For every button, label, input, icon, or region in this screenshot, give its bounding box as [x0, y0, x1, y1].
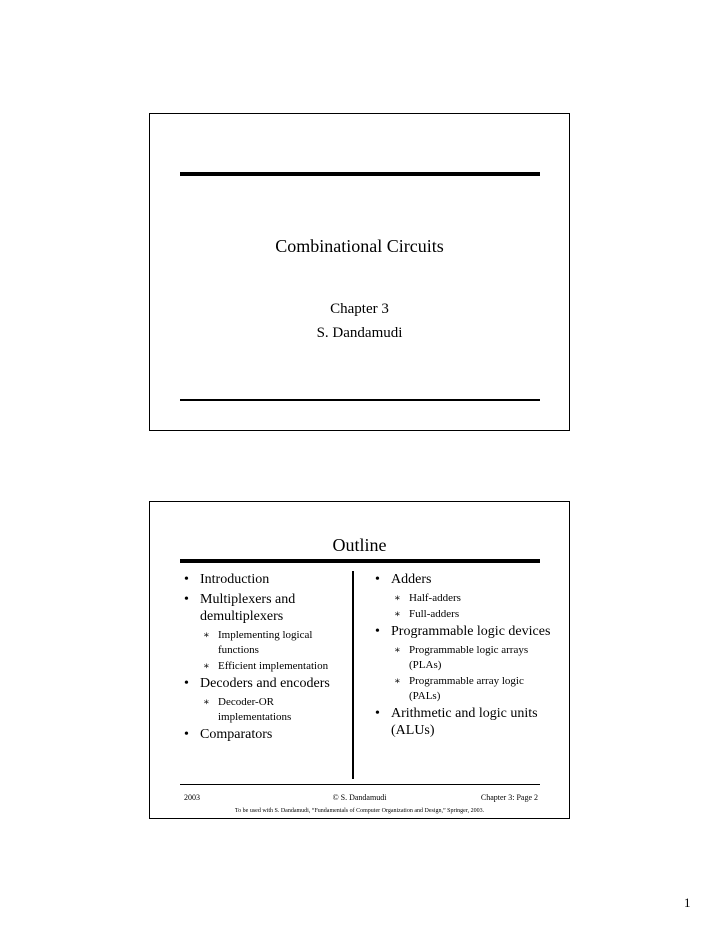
outline-subitem: ∗ Programmable array logic (PALs) [394, 675, 524, 702]
outline-item: • Decoders and encoders [184, 676, 330, 691]
sub-bullet-icon: ∗ [394, 645, 401, 656]
sub-bullet-icon: ∗ [394, 609, 401, 620]
bullet-icon: • [184, 676, 189, 691]
slide-2 [149, 501, 570, 819]
author-name: S. Dandamudi [316, 325, 403, 341]
sub-bullet-icon: ∗ [203, 630, 210, 641]
title-top-rule [180, 172, 540, 176]
title-bottom-rule [180, 399, 540, 401]
bullet-icon: • [375, 706, 380, 721]
outline-subitem: ∗ Half-adders [394, 592, 461, 604]
column-divider [352, 571, 354, 779]
sub-bullet-icon: ∗ [203, 697, 210, 708]
sub-bullet-icon: ∗ [394, 676, 401, 687]
outline-subitem: ∗ Programmable logic arrays (PLAs) [394, 644, 529, 671]
outline-left-column [174, 571, 350, 746]
chapter-label: Chapter 3 [330, 301, 389, 317]
footer-year: 2003 [184, 793, 200, 802]
outline-item: • Programmable logic devices [375, 624, 551, 639]
outline-subitem: ∗ Efficient implementation [203, 660, 329, 672]
sub-bullet-icon: ∗ [203, 661, 210, 672]
outline-subitem: ∗ Implementing logical functions [203, 629, 313, 656]
outline-title-rule [180, 559, 540, 563]
footer-page-label: Chapter 3: Page 2 [480, 793, 538, 802]
bullet-icon: • [375, 572, 380, 587]
footer-note: To be used with S. Dandamudi, “Fundamentals of Computer Organization and Design,” Springer, 2003. [234, 808, 485, 814]
outline-right-column [365, 571, 555, 742]
bullet-icon: • [184, 572, 189, 587]
bullet-icon: • [184, 727, 189, 742]
outline-item: • Multiplexers and demultiplexers [184, 592, 296, 624]
slide-2-title: Outline [332, 535, 387, 555]
page-number: 1 [684, 895, 691, 910]
slide-1 [149, 113, 570, 431]
outline-subitem: ∗ Decoder-OR implementations [203, 696, 292, 723]
outline-subitem: ∗ Full-adders [394, 608, 460, 620]
outline-item: • Adders [375, 572, 432, 587]
bullet-icon: • [375, 624, 380, 639]
outline-item: • Introduction [184, 572, 270, 587]
bullet-icon: • [184, 592, 189, 607]
sub-bullet-icon: ∗ [394, 593, 401, 604]
outline-item: • Arithmetic and logic units (ALUs) [375, 706, 538, 738]
outline-item: • Comparators [184, 727, 273, 742]
slide-1-title: Combinational Circuits [275, 236, 444, 256]
footer-copyright: © S. Dandamudi [332, 793, 387, 802]
footer-rule [180, 784, 540, 785]
